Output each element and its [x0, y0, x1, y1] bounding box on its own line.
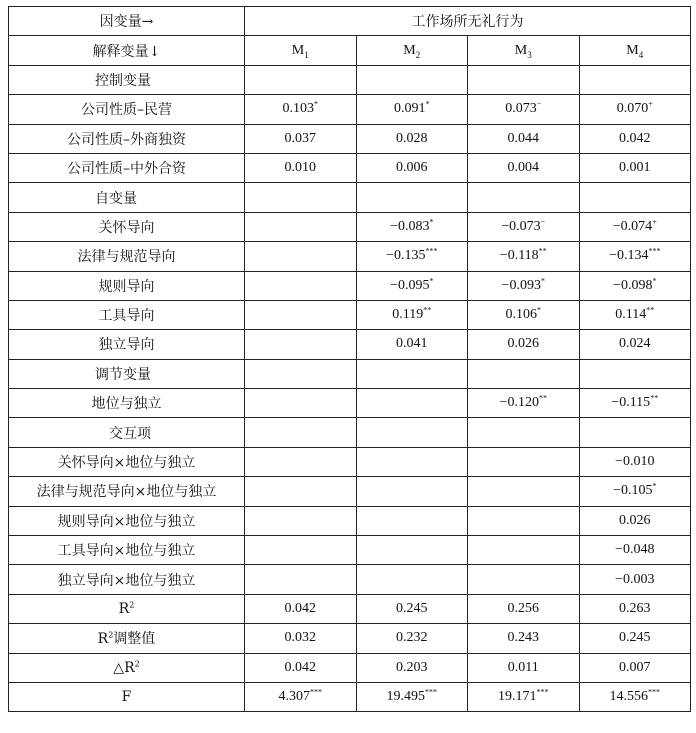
- coefficient-cell: [356, 359, 468, 388]
- row-label: [9, 682, 245, 711]
- row-label: [9, 565, 245, 594]
- significance-marker: **: [538, 246, 547, 256]
- coefficient-value: 0.007: [619, 659, 651, 675]
- coefficient-cell: [579, 506, 691, 535]
- significance-marker: *: [429, 217, 434, 227]
- row-label: [9, 124, 245, 153]
- model-header-m1: $M_1$: [245, 36, 357, 65]
- coefficient-cell: [468, 506, 580, 535]
- significance-marker: ***: [310, 687, 322, 697]
- significance-marker: **: [423, 305, 432, 315]
- coefficient-value: −0.120: [499, 395, 539, 411]
- coefficient-cell: [579, 594, 691, 623]
- coefficient-cell: [245, 565, 357, 594]
- coefficient-value: −0.083: [390, 218, 430, 234]
- coefficient-cell: [245, 212, 357, 241]
- coefficient-cell: [245, 477, 357, 506]
- coefficient-cell: [356, 682, 468, 711]
- coefficient-cell: [356, 212, 468, 241]
- table-row: [9, 624, 691, 653]
- row-label-text: 关怀导向×地位与独立: [57, 455, 196, 472]
- coefficient-cell: [579, 682, 691, 711]
- coefficient-cell: [579, 95, 691, 124]
- coefficient-cell: [245, 271, 357, 300]
- row-label-text: 规则导向×地位与独立: [57, 513, 196, 530]
- coefficient-value: 0.106: [505, 307, 537, 323]
- row-label: [9, 212, 245, 241]
- row-label-text: 自变量: [95, 190, 137, 207]
- coefficient-value: 0.006: [396, 160, 428, 176]
- coefficient-value: 0.042: [619, 130, 651, 146]
- significance-marker: *: [425, 99, 430, 109]
- row-label-text: 公司性质–外商独资: [67, 131, 186, 148]
- regression-table: [8, 6, 691, 712]
- coefficient-cell: [245, 153, 357, 182]
- coefficient-value: −0.135: [386, 248, 426, 264]
- row-label: [9, 536, 245, 565]
- coefficient-value: 0.245: [619, 630, 651, 646]
- row-label-text: 法律与规范导向: [77, 249, 176, 266]
- coefficient-cell: [356, 565, 468, 594]
- row-label-text: 独立导向: [98, 337, 155, 354]
- table-row: [9, 682, 691, 711]
- significance-marker: ***: [648, 687, 660, 697]
- coefficient-cell: [579, 359, 691, 388]
- coefficient-cell: [245, 183, 357, 212]
- row-label: [9, 359, 245, 388]
- coefficient-value: 14.556: [609, 689, 648, 705]
- significance-marker: +: [652, 217, 657, 227]
- coefficient-cell: [468, 153, 580, 182]
- table-row: [9, 389, 691, 418]
- coefficient-value: −0.105: [613, 483, 653, 499]
- coefficient-value: −0.095: [390, 277, 430, 293]
- row-label: [9, 477, 245, 506]
- coefficient-cell: [468, 242, 580, 271]
- table-row: [9, 153, 691, 182]
- coefficient-cell: [579, 447, 691, 476]
- row-label: [9, 624, 245, 653]
- row-label-text: 公司性质–民营: [81, 102, 172, 119]
- significance-marker: *: [652, 276, 657, 286]
- coefficient-cell: [245, 506, 357, 535]
- coefficient-value: 0.091: [394, 101, 426, 117]
- explanatory-variable-label: 解释变量↓: [9, 36, 245, 65]
- coefficient-cell: [468, 594, 580, 623]
- coefficient-cell: [356, 300, 468, 329]
- coefficient-value: 0.026: [619, 512, 651, 528]
- table-row: [9, 477, 691, 506]
- coefficient-cell: [468, 682, 580, 711]
- row-label-text: 地位与独立: [91, 396, 162, 413]
- coefficient-cell: [356, 95, 468, 124]
- row-label-text: 工具导向: [98, 308, 155, 325]
- coefficient-cell: [579, 624, 691, 653]
- coefficient-cell: [579, 477, 691, 506]
- coefficient-cell: [468, 624, 580, 653]
- header-row-dependent: [9, 7, 691, 36]
- table-row: [9, 271, 691, 300]
- coefficient-value: 0.232: [396, 630, 428, 646]
- row-label: [9, 65, 245, 94]
- coefficient-value: 0.103: [282, 101, 314, 117]
- significance-marker: **: [650, 393, 659, 403]
- coefficient-value: −0.115: [611, 395, 651, 411]
- table-row: [9, 212, 691, 241]
- coefficient-cell: [356, 124, 468, 153]
- coefficient-value: 0.004: [507, 160, 539, 176]
- coefficient-value: 0.203: [396, 659, 428, 675]
- coefficient-value: −0.073: [501, 218, 541, 234]
- coefficient-cell: [245, 536, 357, 565]
- coefficient-cell: [468, 65, 580, 94]
- coefficient-value: −0.010: [615, 454, 655, 470]
- significance-marker: **: [646, 305, 655, 315]
- coefficient-cell: [579, 300, 691, 329]
- coefficient-value: 0.037: [284, 130, 316, 146]
- coefficient-value: 0.245: [396, 601, 428, 616]
- coefficient-cell: [245, 95, 357, 124]
- row-label-text: 调节变量: [95, 366, 151, 383]
- coefficient-cell: [468, 447, 580, 476]
- coefficient-cell: [356, 624, 468, 653]
- table-row: [9, 565, 691, 594]
- table-row: [9, 653, 691, 682]
- coefficient-cell: [468, 124, 580, 153]
- coefficient-value: −0.098: [613, 277, 653, 293]
- coefficient-value: −0.118: [499, 248, 539, 264]
- coefficient-cell: [468, 359, 580, 388]
- dependent-variable-name: 工作场所无礼行为: [245, 7, 691, 36]
- row-label-superscript: 2: [108, 630, 114, 640]
- coefficient-cell: [468, 330, 580, 359]
- significance-marker: *: [314, 99, 318, 109]
- coefficient-value: 0.263: [619, 601, 651, 616]
- significance-marker: ***: [536, 687, 549, 697]
- coefficient-value: 19.171: [498, 689, 537, 705]
- coefficient-cell: [579, 389, 691, 418]
- coefficient-cell: [468, 418, 580, 447]
- coefficient-cell: [245, 653, 357, 682]
- row-label: [9, 653, 245, 682]
- row-label-superscript: 2: [134, 659, 140, 669]
- coefficient-value: 0.042: [284, 659, 316, 675]
- coefficient-cell: [579, 330, 691, 359]
- coefficient-cell: [245, 300, 357, 329]
- significance-marker: ***: [425, 246, 438, 256]
- coefficient-value: 0.256: [507, 601, 539, 616]
- table-row: [9, 183, 691, 212]
- row-label-suffix: 调整值: [113, 631, 156, 648]
- row-label-text: 法律与规范导向×地位与独立: [36, 484, 217, 501]
- table-row: [9, 506, 691, 535]
- coefficient-cell: [468, 183, 580, 212]
- coefficient-value: 0.042: [284, 601, 316, 616]
- coefficient-value: −0.074: [612, 218, 653, 234]
- coefficient-cell: [356, 242, 468, 271]
- table-row: [9, 536, 691, 565]
- coefficient-value: −0.048: [615, 542, 655, 558]
- coefficient-cell: [245, 389, 357, 418]
- row-label: [9, 389, 245, 418]
- row-label: [9, 153, 245, 182]
- row-label: [9, 447, 245, 476]
- significance-marker: −: [536, 99, 542, 109]
- coefficient-cell: [468, 477, 580, 506]
- coefficient-cell: [579, 653, 691, 682]
- table-body: [9, 7, 691, 712]
- coefficient-value: 0.010: [284, 160, 316, 176]
- coefficient-cell: [579, 242, 691, 271]
- coefficient-value: 0.044: [507, 130, 539, 146]
- table-row: [9, 418, 691, 447]
- coefficient-cell: [356, 271, 468, 300]
- row-label: [9, 183, 245, 212]
- coefficient-cell: [579, 212, 691, 241]
- significance-marker: *: [540, 276, 545, 286]
- coefficient-cell: [356, 594, 468, 623]
- row-label-text: 关怀导向: [98, 219, 155, 236]
- coefficient-cell: [245, 242, 357, 271]
- coefficient-cell: [468, 271, 580, 300]
- row-label-text: F: [121, 689, 132, 706]
- coefficient-value: 19.495: [386, 689, 425, 705]
- coefficient-cell: [579, 183, 691, 212]
- table-row: [9, 300, 691, 329]
- coefficient-cell: [468, 389, 580, 418]
- row-label: [9, 330, 245, 359]
- significance-marker: ***: [425, 687, 437, 697]
- coefficient-cell: [579, 271, 691, 300]
- coefficient-value: −0.093: [501, 277, 541, 293]
- table-row: [9, 594, 691, 623]
- row-label-text: 交互项: [109, 425, 151, 442]
- coefficient-value: 4.307: [278, 689, 310, 705]
- table-row: [9, 447, 691, 476]
- row-label-text: R: [97, 631, 109, 648]
- coefficient-value: 0.024: [619, 336, 651, 352]
- coefficient-cell: [468, 300, 580, 329]
- row-label: [9, 242, 245, 271]
- row-label-text: 控制变量: [95, 72, 151, 89]
- significance-marker: **: [538, 393, 547, 403]
- significance-marker: ***: [648, 246, 661, 256]
- coefficient-cell: [356, 65, 468, 94]
- coefficient-value: 0.028: [396, 130, 428, 146]
- coefficient-cell: [468, 212, 580, 241]
- coefficient-cell: [356, 418, 468, 447]
- table-row: [9, 95, 691, 124]
- row-label-superscript: 2: [129, 600, 135, 610]
- model-header-m3: $M_3$: [468, 36, 580, 65]
- coefficient-cell: [579, 153, 691, 182]
- coefficient-cell: [468, 565, 580, 594]
- row-label-text: △R: [113, 659, 135, 676]
- row-label-text: 规则导向: [98, 278, 155, 295]
- row-label: [9, 300, 245, 329]
- coefficient-cell: [579, 565, 691, 594]
- model-header-m2: $M_2$: [356, 36, 468, 65]
- row-label-text: 工具导向×地位与独立: [57, 543, 196, 560]
- row-label: [9, 271, 245, 300]
- coefficient-cell: [356, 477, 468, 506]
- coefficient-cell: [356, 506, 468, 535]
- coefficient-value: 0.026: [507, 336, 539, 352]
- row-label-text: 独立导向×地位与独立: [57, 572, 196, 589]
- table-row: [9, 359, 691, 388]
- coefficient-cell: [245, 594, 357, 623]
- coefficient-cell: [245, 418, 357, 447]
- table-row: [9, 242, 691, 271]
- coefficient-value: 0.011: [507, 659, 539, 675]
- coefficient-cell: [579, 65, 691, 94]
- row-label-text: 公司性质–中外合资: [67, 161, 186, 178]
- coefficient-value: 0.032: [284, 630, 316, 646]
- coefficient-value: 0.070: [616, 101, 649, 117]
- header-row-models: [9, 36, 691, 65]
- coefficient-cell: [356, 653, 468, 682]
- model-header-m4: $M_4$: [579, 36, 691, 65]
- coefficient-value: −0.003: [615, 571, 655, 587]
- coefficient-cell: [245, 124, 357, 153]
- coefficient-value: 0.001: [619, 160, 651, 176]
- coefficient-cell: [356, 183, 468, 212]
- coefficient-cell: [579, 124, 691, 153]
- significance-marker: *: [537, 305, 541, 315]
- coefficient-cell: [356, 330, 468, 359]
- coefficient-value: 0.119: [392, 307, 424, 323]
- row-label: [9, 95, 245, 124]
- coefficient-cell: [245, 330, 357, 359]
- coefficient-value: −0.134: [609, 248, 649, 264]
- row-label: [9, 506, 245, 535]
- coefficient-value: 0.073: [505, 101, 537, 117]
- row-label-text: R: [118, 601, 130, 617]
- coefficient-value: 0.041: [396, 336, 428, 352]
- coefficient-cell: [245, 65, 357, 94]
- significance-marker: +: [648, 99, 653, 109]
- significance-marker: −: [540, 217, 546, 227]
- coefficient-value: 0.114: [615, 307, 647, 323]
- coefficient-cell: [468, 653, 580, 682]
- dependent-variable-label: 因变量→: [9, 7, 245, 36]
- coefficient-value: 0.243: [507, 630, 539, 646]
- coefficient-cell: [245, 682, 357, 711]
- coefficient-cell: [356, 389, 468, 418]
- coefficient-cell: [245, 624, 357, 653]
- coefficient-cell: [356, 447, 468, 476]
- significance-marker: *: [652, 481, 657, 491]
- coefficient-cell: [245, 447, 357, 476]
- coefficient-cell: [245, 359, 357, 388]
- coefficient-cell: [579, 536, 691, 565]
- significance-marker: *: [429, 276, 434, 286]
- coefficient-cell: [468, 95, 580, 124]
- coefficient-cell: [579, 418, 691, 447]
- coefficient-cell: [356, 153, 468, 182]
- table-row: [9, 330, 691, 359]
- coefficient-cell: [356, 536, 468, 565]
- table-row: [9, 65, 691, 94]
- row-label: [9, 418, 245, 447]
- table-row: [9, 124, 691, 153]
- row-label: [9, 594, 245, 623]
- coefficient-cell: [468, 536, 580, 565]
